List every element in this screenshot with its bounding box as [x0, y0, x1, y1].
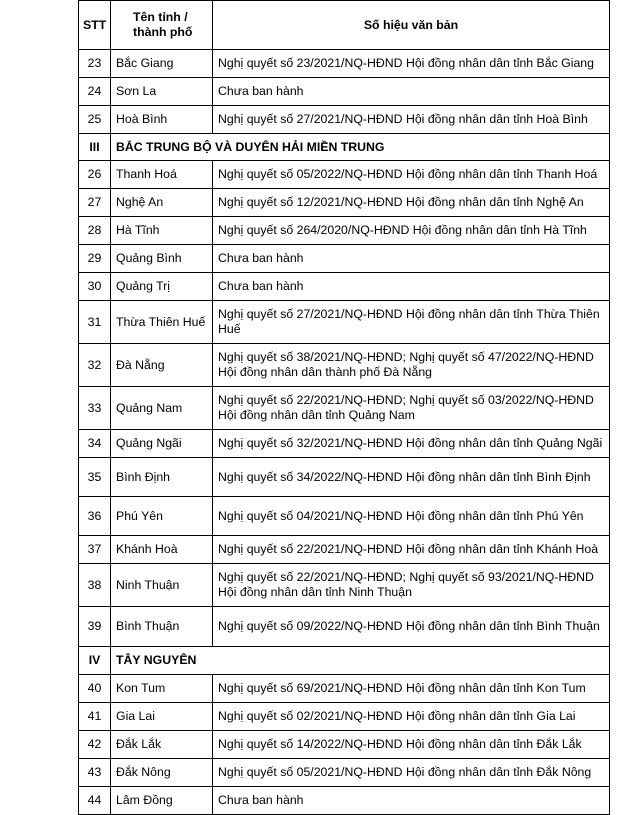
row-stt: 28	[79, 217, 111, 245]
row-document: Nghị quyết số 22/2021/NQ-HĐND; Nghị quyết số 03/2022/NQ-HĐND Hội đồng nhân dân tỉnh Quảng Nam	[213, 387, 610, 430]
row-province: Đà Nẵng	[111, 344, 213, 387]
row-document: Nghị quyết số 32/2021/NQ-HĐND Hội đồng nhân dân tỉnh Quảng Ngãi	[213, 430, 610, 458]
header-document: Số hiệu văn bản	[213, 1, 610, 50]
table-row	[79, 106, 610, 134]
row-document: Nghị quyết số 12/2021/NQ-HĐND Hội đồng nhân dân tỉnh Nghệ An	[213, 189, 610, 217]
row-province: Quảng Bình	[111, 245, 213, 273]
table-row	[79, 301, 610, 344]
row-document: Nghị quyết số 05/2021/NQ-HĐND Hội đồng nhân dân tỉnh Đắk Nông	[213, 759, 610, 787]
table-row	[79, 217, 610, 245]
row-document: Nghị quyết số 04/2021/NQ-HĐND Hội đồng nhân dân tỉnh Phú Yên	[213, 497, 610, 536]
table-header-row	[79, 1, 610, 50]
table-row	[79, 50, 610, 78]
header-stt: STT	[79, 1, 111, 50]
row-province: Bắc Giang	[111, 50, 213, 78]
row-province: Bình Định	[111, 458, 213, 497]
table-row	[79, 387, 610, 430]
row-province: Bình Thuận	[111, 607, 213, 647]
table-row	[79, 759, 610, 787]
row-stt: 23	[79, 50, 111, 78]
row-province: Phú Yên	[111, 497, 213, 536]
row-province: Quảng Trị	[111, 273, 213, 301]
row-stt: 27	[79, 189, 111, 217]
row-province: Thanh Hoá	[111, 161, 213, 189]
row-province: Hà Tĩnh	[111, 217, 213, 245]
table-row	[79, 675, 610, 703]
table-row	[79, 731, 610, 759]
table-row	[79, 536, 610, 564]
row-province: Quảng Nam	[111, 387, 213, 430]
row-province: Nghệ An	[111, 189, 213, 217]
row-province: Khánh Hoà	[111, 536, 213, 564]
table-row	[79, 497, 610, 536]
row-stt: 32	[79, 344, 111, 387]
row-province: Đắk Lắk	[111, 731, 213, 759]
row-stt: 43	[79, 759, 111, 787]
section-title: BẮC TRUNG BỘ VÀ DUYÊN HẢI MIỀN TRUNG	[111, 134, 610, 161]
resolution-table	[78, 0, 610, 815]
row-stt: 31	[79, 301, 111, 344]
section-number: III	[79, 134, 111, 161]
table-row	[79, 189, 610, 217]
row-stt: 42	[79, 731, 111, 759]
row-document: Nghị quyết số 34/2022/NQ-HĐND Hội đồng nhân dân tỉnh Bình Định	[213, 458, 610, 497]
table-row	[79, 344, 610, 387]
section-row	[79, 647, 610, 675]
row-document: Nghị quyết số 22/2021/NQ-HĐND Hội đồng nhân dân tỉnh Khánh Hoà	[213, 536, 610, 564]
table-row	[79, 161, 610, 189]
table-row	[79, 273, 610, 301]
table-row	[79, 458, 610, 497]
row-province: Thừa Thiên Huế	[111, 301, 213, 344]
row-document: Nghị quyết số 09/2022/NQ-HĐND Hội đồng nhân dân tỉnh Bình Thuận	[213, 607, 610, 647]
row-stt: 44	[79, 787, 111, 815]
header-province: Tên tỉnh / thành phố	[111, 1, 213, 50]
row-stt: 36	[79, 497, 111, 536]
row-stt: 30	[79, 273, 111, 301]
row-stt: 24	[79, 78, 111, 106]
row-stt: 29	[79, 245, 111, 273]
section-number: IV	[79, 647, 111, 675]
row-document: Nghị quyết số 05/2022/NQ-HĐND Hội đồng nhân dân tỉnh Thanh Hoá	[213, 161, 610, 189]
row-stt: 39	[79, 607, 111, 647]
row-province: Hoà Bình	[111, 106, 213, 134]
row-document: Chưa ban hành	[213, 787, 610, 815]
row-province: Đắk Nông	[111, 759, 213, 787]
row-stt: 37	[79, 536, 111, 564]
row-stt: 35	[79, 458, 111, 497]
table-row	[79, 245, 610, 273]
table-body	[79, 50, 610, 815]
row-province: Lâm Đồng	[111, 787, 213, 815]
row-province: Kon Tum	[111, 675, 213, 703]
row-province: Quảng Ngãi	[111, 430, 213, 458]
row-document: Nghị quyết số 69/2021/NQ-HĐND Hội đồng nhân dân tỉnh Kon Tum	[213, 675, 610, 703]
row-province: Gia Lai	[111, 703, 213, 731]
row-document: Nghị quyết số 14/2022/NQ-HĐND Hội đồng nhân dân tỉnh Đắk Lắk	[213, 731, 610, 759]
row-stt: 26	[79, 161, 111, 189]
table-row	[79, 607, 610, 647]
row-province: Ninh Thuận	[111, 564, 213, 607]
table-row	[79, 564, 610, 607]
row-document: Nghị quyết số 02/2021/NQ-HĐND Hội đồng nhân dân tỉnh Gia Lai	[213, 703, 610, 731]
row-stt: 34	[79, 430, 111, 458]
section-row	[79, 134, 610, 161]
table-row	[79, 78, 610, 106]
row-stt: 41	[79, 703, 111, 731]
row-document: Nghị quyết số 22/2021/NQ-HĐND; Nghị quyết số 93/2021/NQ-HĐND Hội đồng nhân dân tỉnh Ninh Thuận	[213, 564, 610, 607]
row-document: Chưa ban hành	[213, 78, 610, 106]
row-document: Nghị quyết số 27/2021/NQ-HĐND Hội đồng nhân dân tỉnh Thừa Thiên Huế	[213, 301, 610, 344]
row-stt: 40	[79, 675, 111, 703]
table-row	[79, 703, 610, 731]
row-document: Nghị quyết số 27/2021/NQ-HĐND Hội đồng nhân dân tỉnh Hoà Bình	[213, 106, 610, 134]
section-title: TÂY NGUYÊN	[111, 647, 610, 675]
row-document: Chưa ban hành	[213, 245, 610, 273]
table-row	[79, 787, 610, 815]
row-document: Nghị quyết số 38/2021/NQ-HĐND; Nghị quyết số 47/2022/NQ-HĐND Hội đồng nhân dân thành phố Đà Nẵng	[213, 344, 610, 387]
row-province: Sơn La	[111, 78, 213, 106]
row-document: Chưa ban hành	[213, 273, 610, 301]
row-stt: 33	[79, 387, 111, 430]
row-stt: 38	[79, 564, 111, 607]
row-stt: 25	[79, 106, 111, 134]
table-row	[79, 430, 610, 458]
row-document: Nghị quyết số 23/2021/NQ-HĐND Hội đồng nhân dân tỉnh Bắc Giang	[213, 50, 610, 78]
row-document: Nghị quyết số 264/2020/NQ-HĐND Hội đồng nhân dân tỉnh Hà Tĩnh	[213, 217, 610, 245]
